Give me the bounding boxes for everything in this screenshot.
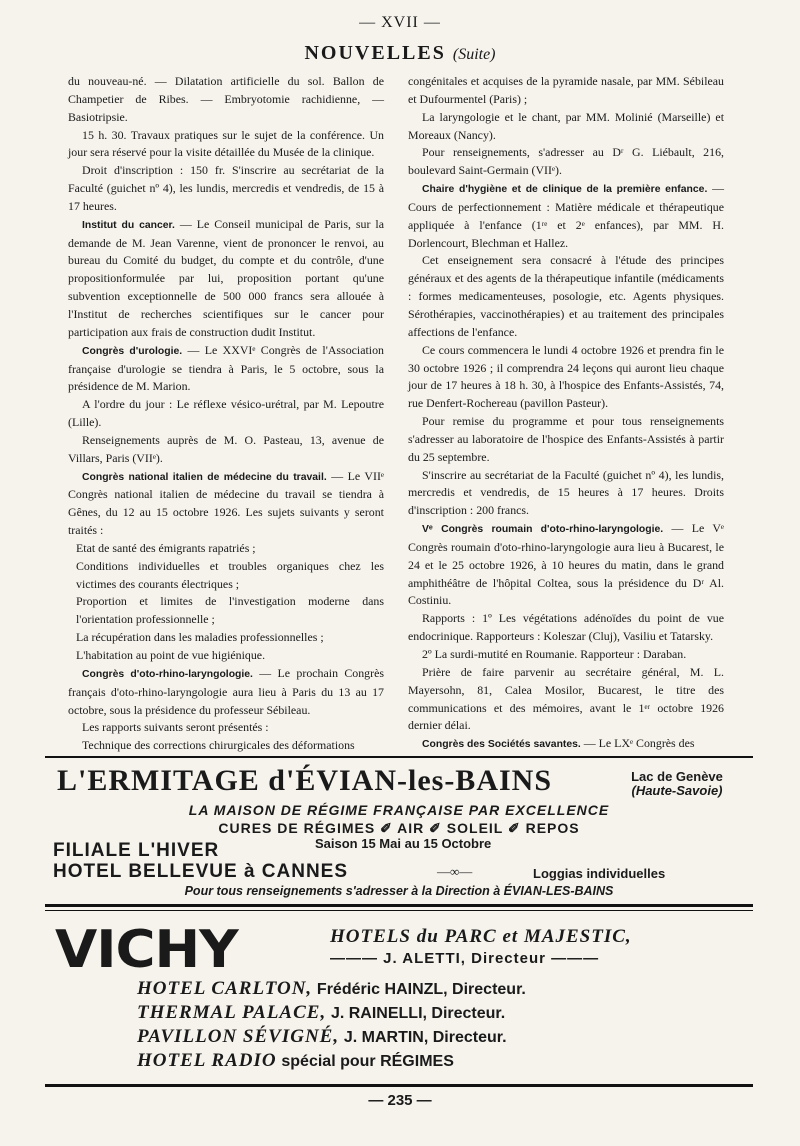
- hotel-director: J. RAINELLI, Directeur.: [330, 1005, 506, 1022]
- section-label: Congrès d'oto-rhino-laryngologie.: [82, 668, 253, 680]
- vichy-hotel-line: [137, 978, 526, 1000]
- paragraph: [408, 180, 724, 252]
- paragraph-text: A l'ordre du jour : Le réflexe vésico-urétral, par M. Lepoutre (Lille).: [68, 397, 384, 430]
- paragraph-text: Pour remise du programme et pour tous renseignements s'adresser au laboratoire de l'hospice des Enfants-Assistés à partir du 25 septembre.: [408, 414, 724, 464]
- paragraph: [408, 610, 724, 646]
- hotel-director: spécial pour RÉGIMES: [281, 1053, 454, 1070]
- section-label: Institut du cancer.: [82, 219, 175, 231]
- evian-region: (Haute-Savoie): [631, 783, 723, 798]
- paragraph: [68, 73, 384, 127]
- paragraph: [408, 646, 724, 664]
- hotel-director: J. MARTIN, Directeur.: [343, 1029, 507, 1046]
- vichy-hotels-parc: HOTELS du PARC et MAJESTIC,: [330, 926, 632, 947]
- evian-motto: LA MAISON DE RÉGIME FRANÇAISE PAR EXCELLENCE: [188, 802, 610, 818]
- paragraph-text: 2º La surdi-mutité en Roumanie. Rapporteur : Daraban.: [422, 647, 687, 661]
- ad-divider-rule: [45, 904, 753, 907]
- paragraph-text: — Le VIIᵉ Congrès national italien de médecine du travail se tiendra à Gênes, du 12 au 15 octobre 1926. Les sujets suivants y seront traités :: [68, 468, 384, 538]
- paragraph: [408, 342, 724, 413]
- paragraph: [408, 73, 724, 109]
- paragraph-text: Conditions individuelles et troubles organiques chez les victimes des courants électriques ;: [76, 558, 384, 591]
- section-label: Vᵉ Congrès roumain d'oto-rhino-laryngologie.: [422, 524, 664, 536]
- paragraph-text: Droit d'inscription : 150 fr. S'inscrire au secrétariat de la Faculté (guichet nº 4), les lundis, mercredis et vendredis, de 15 à 17 heures.: [68, 163, 384, 213]
- paragraph-text: — Le prochain Congrès français d'oto-rhino-laryngologie aura lieu à Paris du 13 au 17 octobre, sous la présidence du professeur Sébileau.: [68, 665, 384, 717]
- right-column: [408, 73, 724, 754]
- paragraph-text: L'habitation au point de vue higiénique.: [76, 648, 266, 662]
- paragraph-text: du nouveau-né. — Dilatation artificielle du sol. Ballon de Champetier de Ribes. — Embryotomie rachidienne, — Basiotripsie.: [68, 74, 384, 124]
- roman-page-number: — XVII —: [359, 14, 441, 31]
- divider-rule: [45, 756, 753, 758]
- evian-lac: Lac de Genève: [631, 769, 723, 784]
- hotel-name: HOTEL CARLTON,: [137, 978, 313, 999]
- paragraph: [68, 629, 384, 647]
- paragraph-text: Ce cours commencera le lundi 4 octobre 1926 et prendra fin le 30 octobre 1926 ; il comprendra 24 leçons qui auront lieu chaque jour de 17 heures à 18 h. 30, à l'hospice des Enfants-Assistés, 74, rue Denfert-Rochereau (pavillon Pasteur).: [408, 342, 724, 411]
- paragraph-text: — Le LXᵉ Congrès des: [580, 736, 695, 751]
- paragraph: [68, 216, 384, 342]
- paragraph-text: S'inscrire au secrétariat de la Faculté (guichet nº 4), les lundis, mercredis et vendredis, de 15 heures à 17 heures. Droits d'inscription : 200 francs.: [408, 467, 724, 518]
- evian-loggias: Loggias individuelles: [533, 866, 666, 881]
- ad-divider-rule-thin: [45, 910, 753, 911]
- vichy-hotel-line: [137, 1050, 454, 1072]
- section-label: Congrès d'urologie.: [82, 345, 183, 357]
- paragraph-text: La laryngologie et le chant, par MM. Molinié (Marseille) et Moreaux (Nancy).: [408, 109, 724, 142]
- evian-location: [607, 770, 747, 798]
- paragraph: [408, 467, 724, 521]
- evian-cures: CURES DE RÉGIMES ✐ AIR ✐ SOLEIL ✐ REPOS: [218, 820, 580, 836]
- paragraph-text: Prière de faire parvenir au secrétaire général, M. L. Mayersohn, 81, Calea Mosilor, Bucarest, le titre des communications et des mémoires, avant le 1ᵉʳ octobre 1926 dernier délai.: [408, 664, 724, 733]
- paragraph-text: Cet enseignement sera consacré à l'étude des principes généraux et des agents de la thérapeutique infantile (médicaments : formes medicamenteuses, posologie, etc. Agents physiques. Sérothérapies, vaccinothérapies) et au traitement des principales affections de l'enfance.: [408, 253, 724, 339]
- vichy-aletti: ——— J. ALETTI, Directeur ———: [330, 950, 600, 967]
- paragraph: [408, 664, 724, 735]
- paragraph: [68, 593, 384, 629]
- evian-saison: Saison 15 Mai au 15 Octobre: [315, 836, 492, 851]
- paragraph-text: 15 h. 30. Travaux pratiques sur le sujet de la conférence. Un jour sera réservé pour la visite détaillée du Musée de la clinique.: [68, 127, 384, 160]
- paragraph: [68, 540, 384, 558]
- hotel-name: HOTEL RADIO: [137, 1050, 277, 1071]
- vichy-advertisement: [45, 918, 753, 1083]
- evian-title: L'ERMITAGE d'ÉVIAN-les-BAINS: [57, 764, 553, 797]
- paragraph: [68, 468, 384, 540]
- paragraph-text: Rapports : 1º Les végétations adénoïdes du point de vue endocrinique. Rapporteurs : Koleszar (Cluj), Vasiliu et Tatarsky.: [408, 611, 724, 644]
- vichy-brand: VICHY: [55, 920, 238, 980]
- section-label: Chaire d'hygiène et de clinique de la première enfance.: [422, 184, 708, 196]
- paragraph-text: Les rapports suivants seront présentés :: [82, 720, 269, 735]
- paragraph: [408, 413, 724, 467]
- paragraph: [408, 144, 724, 180]
- paragraph: [68, 396, 384, 432]
- paragraph: [68, 558, 384, 594]
- paragraph: [408, 520, 724, 610]
- evian-hotel-cannes: HOTEL BELLEVUE à CANNES: [53, 861, 349, 882]
- evian-advertisement: [45, 762, 753, 902]
- hotel-name: THERMAL PALACE,: [137, 1002, 327, 1023]
- paragraph-text: La récupération dans les maladies professionnelles ;: [76, 630, 324, 645]
- section-heading: [0, 42, 800, 65]
- vichy-hotel-line: [137, 1026, 507, 1048]
- paragraph-text: Pour renseignements, s'adresser au Dʳ G. Liébault, 216, boulevard Saint-Germain (VIIᵉ).: [408, 145, 724, 178]
- paragraph-text: congénitales et acquises de la pyramide nasale, par MM. Sébileau et Dufourmentel (Paris) ;: [408, 74, 724, 106]
- section-label: Congrès des Sociétés savantes.: [422, 739, 581, 751]
- paragraph: [68, 737, 384, 755]
- paragraph: [68, 647, 384, 665]
- evian-filiale: FILIALE L'HIVER: [53, 840, 220, 861]
- section-title: NOUVELLES: [304, 42, 446, 64]
- paragraph: [408, 109, 724, 145]
- paragraph-text: Renseignements auprès de M. O. Pasteau, 13, avenue de Villars, Paris (VIIᵉ).: [68, 432, 384, 465]
- page-number: — 235 —: [368, 1092, 432, 1109]
- bottom-rule: [45, 1084, 753, 1087]
- paragraph: [68, 162, 384, 216]
- vichy-hotel-line: [137, 1002, 505, 1024]
- paragraph-text: — Le Vᵉ Congrès roumain d'oto-rhino-laryngologie aura lieu à Bucarest, le 24 et le 25 octobre 1926, à 10 heures du matin, dans le grand amphithéâtre de l'hôpital Coltea, sous la présidence du Dʳ Al. Costiniu.: [408, 521, 724, 608]
- paragraph: [68, 342, 384, 397]
- paragraph: [408, 252, 724, 341]
- section-suite: (Suite): [452, 46, 496, 63]
- paragraph-text: — Le XXVIᵉ Congrès de l'Association française d'urologie se tiendra à Paris, le 5 octobre, sous la présidence de M. Marion.: [68, 342, 384, 394]
- paragraph: [68, 127, 384, 163]
- paragraph-text: — Le Conseil municipal de Paris, sur la demande de M. Jean Varenne, vient de prononcer le renvoi, au bureau du Comité du budget, du compte et du contrôle, d'une propositionformulée par lui, proposition portant qu'une subvention exceptionnelle de 500 000 francs sera allouée à l'Institut de recherches scientifiques sur le cancer pour participation aux frais de construction dudit Institut.: [68, 216, 384, 339]
- paragraph: [408, 735, 724, 754]
- evian-contact: Pour tous renseignements s'adresser à la Direction à ÉVIAN-LES-BAINS: [184, 884, 614, 898]
- paragraph-text: Technique des corrections chirurgicales des déformations: [82, 738, 355, 753]
- paragraph: [68, 432, 384, 468]
- paragraph-text: Etat de santé des émigrants rapatriés ;: [76, 540, 256, 555]
- paragraph-text: Proportion et limites de l'investigation moderne dans l'orientation professionnelle ;: [76, 594, 384, 627]
- evian-ornament: —∞—: [437, 864, 473, 879]
- section-label: Congrès national italien de médecine du travail.: [82, 471, 327, 483]
- left-column: [68, 73, 384, 755]
- paragraph-text: — Cours de perfectionnement : Matière médicale et thérapeutique appliquée à l'enfance (1ʳᵉ et 2ᵉ enfances), par MM. H. Dorlencourt, Blechman et Hallez.: [408, 181, 725, 250]
- hotel-name: PAVILLON SÉVIGNÉ,: [137, 1026, 340, 1047]
- paragraph: [68, 665, 384, 720]
- paragraph: [68, 719, 384, 737]
- hotel-director: Frédéric HAINZL, Directeur.: [316, 981, 526, 998]
